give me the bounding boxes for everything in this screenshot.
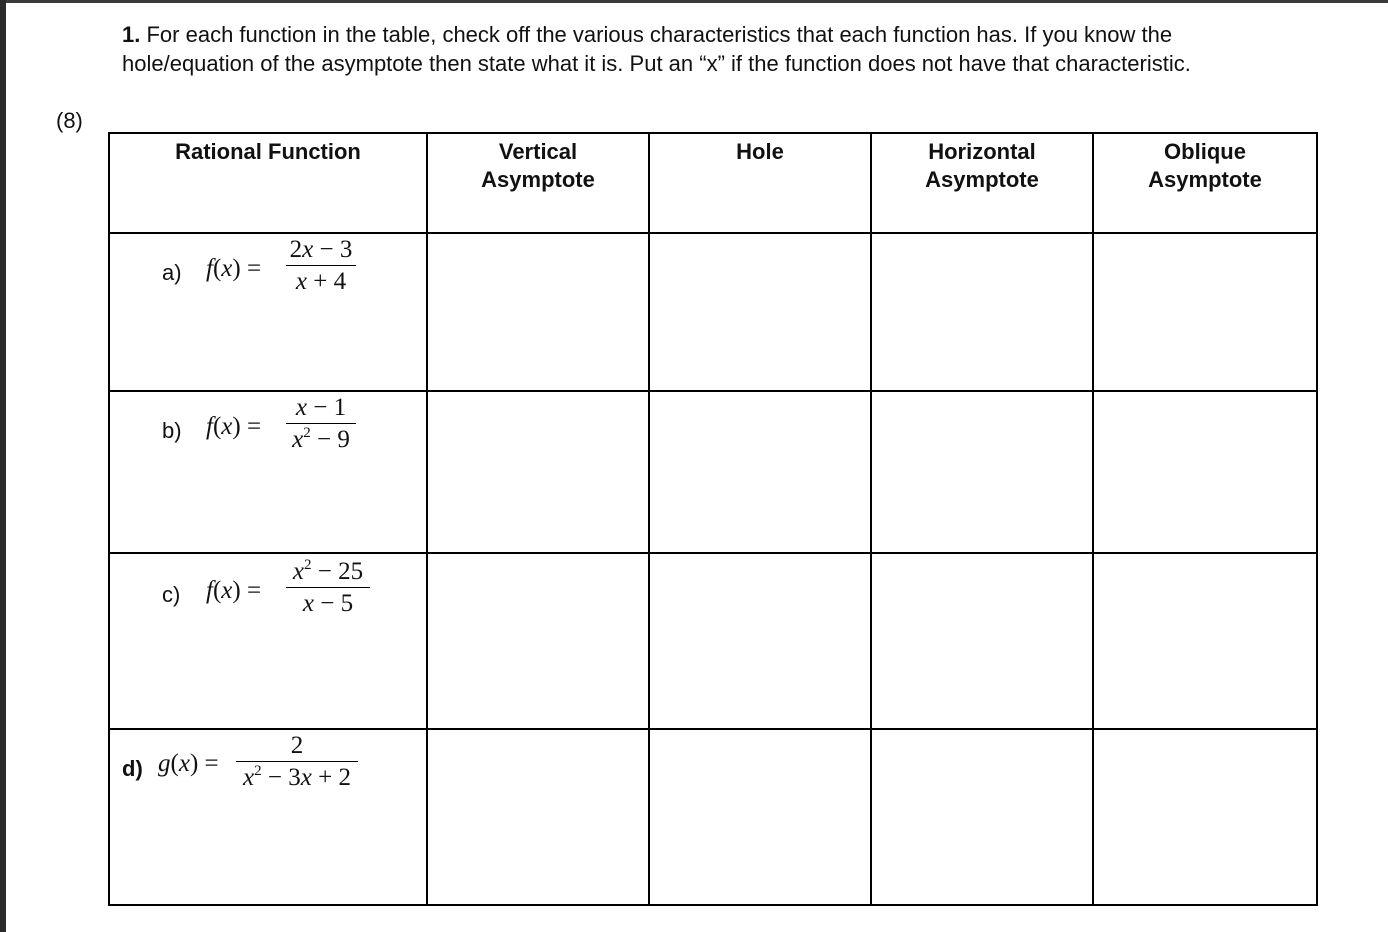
header-vertical-asymptote: Vertical Asymptote [427,133,649,233]
header-hole: Hole [649,133,871,233]
function-cell-c [109,553,427,729]
fraction-d: 2 $x^2 - 3x + 2$ [236,732,358,792]
table-row [109,553,1317,729]
answer-cell-vertical-d[interactable] [427,729,649,905]
answer-cell-oblique-b[interactable] [1093,391,1317,553]
function-name-b: f(x) = [206,413,262,440]
answer-cell-vertical-a[interactable] [427,233,649,391]
header-oblique-asymptote: Oblique Asymptote [1093,133,1317,233]
table-row [109,729,1317,905]
answer-cell-horizontal-d[interactable] [871,729,1093,905]
fraction-a: 2x − 3 x + 4 [286,236,356,296]
top-border [0,0,1388,3]
answer-cell-vertical-c[interactable] [427,553,649,729]
answer-cell-horizontal-a[interactable] [871,233,1093,391]
row-label-d: d) [122,756,143,781]
table-header-row [109,133,1317,233]
answer-cell-horizontal-b[interactable] [871,391,1093,553]
characteristics-table [108,132,1318,906]
function-cell-d [109,729,427,905]
answer-cell-hole-c[interactable] [649,553,871,729]
answer-cell-hole-a[interactable] [649,233,871,391]
function-cell-b [109,391,427,553]
header-rational-function: Rational Function [109,133,427,233]
answer-cell-oblique-a[interactable] [1093,233,1317,391]
function-cell-a [109,233,427,391]
table-row [109,391,1317,553]
points-value: (8) [56,108,83,133]
function-name-c: f(x) = [206,577,262,604]
function-name-a: f(x) = [206,255,262,282]
header-horizontal-asymptote: Horizontal Asymptote [871,133,1093,233]
answer-cell-hole-b[interactable] [649,391,871,553]
fraction-c: $x^2 - 25$ x − 5 [286,558,370,618]
question-instructions [122,20,1282,78]
answer-cell-horizontal-c[interactable] [871,553,1093,729]
left-border [0,0,6,932]
fraction-b: x − 1 $x^2 - 9$ [286,394,356,454]
table-row [109,233,1317,391]
answer-cell-vertical-b[interactable] [427,391,649,553]
answer-cell-hole-d[interactable] [649,729,871,905]
question-text: For each function in the table, check off the various characteristics that each function has. If you know the hole/equation of the asymptote then state what it is. Put an “x” if the function does not have that characteristic. [122,22,1191,76]
row-label-b: b) [162,418,182,443]
answer-cell-oblique-c[interactable] [1093,553,1317,729]
answer-cell-oblique-d[interactable] [1093,729,1317,905]
row-label-c: c) [162,582,181,607]
function-name-d: g(x) = [158,750,219,777]
question-number: 1. [122,22,141,47]
row-label-a: a) [162,260,182,285]
